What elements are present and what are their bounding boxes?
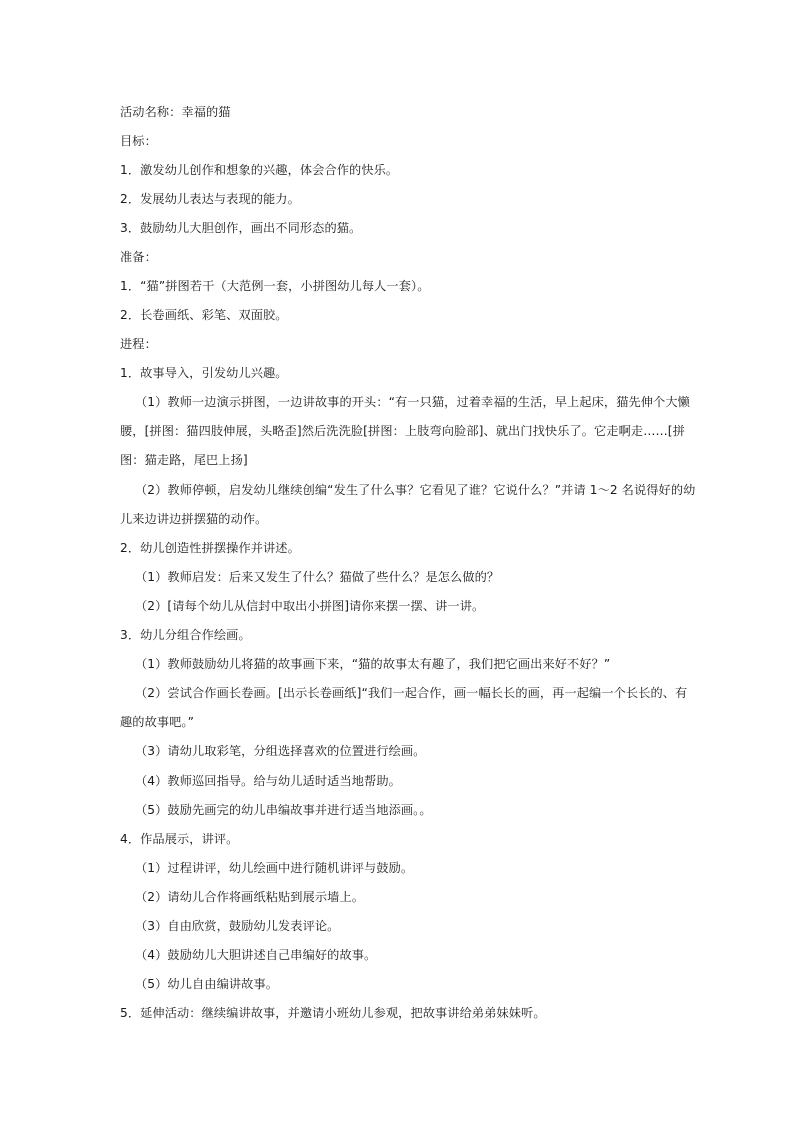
step-text: 图：猫走路，尾巴上扬] bbox=[120, 453, 248, 467]
step-text: （1）教师一边演示拼图，一边讲故事的开头：“有一只猫，过着幸福的生活，早上起床，猫先伸个大懒 bbox=[135, 395, 690, 409]
step-text: （5）幼儿自由编讲故事。 bbox=[135, 977, 279, 991]
step-text: （2）[请每个幼儿从信封中取出小拼图]请你来摆一摆、讲一讲。 bbox=[135, 599, 485, 613]
step-heading: 2．幼儿创造性拼摆操作并讲述。 bbox=[120, 541, 300, 555]
step-heading: 5．延伸活动：继续编讲故事，并邀请小班幼儿参观，把故事讲给弟弟妹妹听。 bbox=[120, 1006, 546, 1020]
step-heading: 4．作品展示，讲评。 bbox=[120, 832, 239, 846]
step-heading: 1．故事导入，引发幼儿兴趣。 bbox=[120, 366, 288, 380]
step-text: （1）过程讲评，幼儿绘画中进行随机讲评与鼓励。 bbox=[135, 861, 414, 875]
goal-item: 1．激发幼儿创作和想象的兴趣，体会合作的快乐。 bbox=[120, 163, 399, 177]
step-text: （1）教师启发：后来又发生了什么？猫做了些什么？是怎么做的？ bbox=[135, 570, 500, 584]
goals-heading: 目标： bbox=[120, 134, 157, 148]
step-text: 趣的故事吧。” bbox=[120, 715, 195, 729]
activity-title: 活动名称：幸福的猫 bbox=[120, 105, 231, 119]
step-text: （1）教师鼓励幼儿将猫的故事画下来，“猫的故事太有趣了，我们把它画出来好不好？” bbox=[135, 657, 611, 671]
step-text: 儿来边讲边拼摆猫的动作。 bbox=[120, 512, 268, 526]
process-heading: 进程： bbox=[120, 337, 157, 351]
prep-item: 1．“猫”拼图若干（大范例一套，小拼图幼儿每人一套）。 bbox=[120, 279, 430, 293]
step-text: （2）请幼儿合作将画纸粘贴到展示墙上。 bbox=[135, 890, 365, 904]
prep-item: 2．长卷画纸、彩笔、双面胶。 bbox=[120, 308, 288, 322]
goal-item: 3．鼓励幼儿大胆创作，画出不同形态的猫。 bbox=[120, 221, 362, 235]
step-text: （4）教师巡回指导。给与幼儿适时适当地帮助。 bbox=[135, 774, 401, 788]
step-text: （3）自由欣赏，鼓励幼儿发表评论。 bbox=[135, 919, 340, 933]
step-text: （2）教师停顿，启发幼儿继续创编“发生了什么事？它看见了谁？它说什么？”并请 1～2 名说得好的幼 bbox=[135, 483, 696, 497]
prep-heading: 准备： bbox=[120, 250, 157, 264]
step-text: （5）鼓励先画完的幼儿串编故事并进行适当地添画。。 bbox=[135, 803, 432, 817]
goal-item: 2．发展幼儿表达与表现的能力。 bbox=[120, 192, 300, 206]
step-text: （4）鼓励幼儿大胆讲述自己串编好的故事。 bbox=[135, 948, 377, 962]
step-text: （3）请幼儿取彩笔，分组选择喜欢的位置进行绘画。 bbox=[135, 744, 426, 758]
step-heading: 3．幼儿分组合作绘画。 bbox=[120, 628, 251, 642]
step-text: （2）尝试合作画长卷画。[出示长卷画纸]“我们一起合作，画一幅长长的画，再一起编一个长长的、有 bbox=[135, 686, 688, 700]
step-text: 腰，[拼图：猫四肢伸展，头略歪]然后洗洗脸[拼图：上肢弯向脸部]、就出门找快乐了。它走啊走……[拼 bbox=[120, 424, 685, 438]
